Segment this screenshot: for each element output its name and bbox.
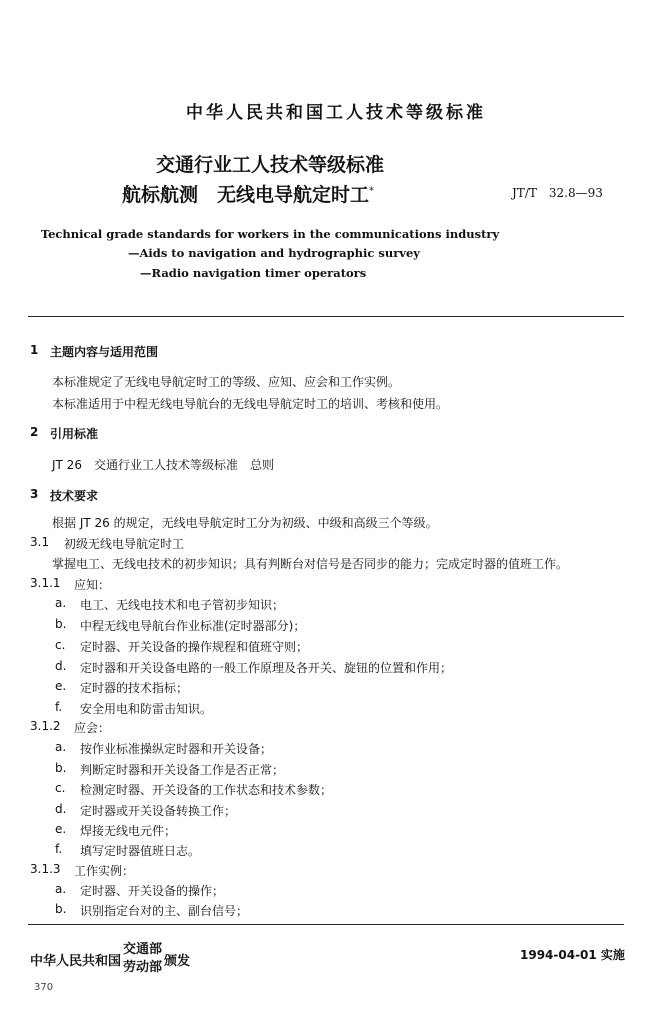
list-marker: c. xyxy=(55,638,66,652)
document-title-line1: 交通行业工人技术等级标准 xyxy=(155,154,384,176)
section-2-title: 引用标准 xyxy=(50,427,99,441)
section-2-reference: JT 26 交通行业工人技术等级标准 总则 xyxy=(52,458,274,472)
english-title-line2: —Aids to navigation and hydrographic survey xyxy=(128,246,420,260)
section-1-paragraph-2: 本标准适用于中程无线电导航台的无线电导航定时工的培训、考核和使用。 xyxy=(52,397,449,411)
section-3-1-1-number: 3.1.1 xyxy=(30,576,61,590)
section-1-paragraph-1: 本标准规定了无线电导航定时工的等级、应知、应会和工作实例。 xyxy=(52,375,401,389)
issuer-country: 中华人民共和国 xyxy=(30,953,122,969)
english-title-line1: Technical grade standards for workers in the communications industry xyxy=(40,227,500,241)
list-item: 电工、无线电技术和电子管初步知识； xyxy=(80,598,285,612)
list-marker: e. xyxy=(55,822,67,836)
section-3-number: 3 xyxy=(30,487,39,501)
issuer-ministries xyxy=(123,941,162,977)
section-3-paragraph: 根据 JT 26 的规定，无线电导航定时工分为初级、中级和高级三个等级。 xyxy=(52,516,438,530)
standard-code: JT/T 32.8—93 xyxy=(512,186,603,200)
list-marker: b. xyxy=(55,761,67,775)
section-1-title: 主题内容与适用范围 xyxy=(50,345,159,359)
header-divider xyxy=(28,316,624,317)
section-3-title: 技术要求 xyxy=(50,489,99,503)
list-item: 识别指定台对的主、副台信号； xyxy=(80,904,249,918)
list-item: 定时器或开关设备转换工作； xyxy=(80,804,237,818)
document-title-line2 xyxy=(122,180,374,207)
section-1-number: 1 xyxy=(30,343,39,357)
list-item: 安全用电和防雷击知识。 xyxy=(80,702,213,716)
list-marker: d. xyxy=(55,659,67,673)
issuer-ministry-transport: 交通部 xyxy=(123,942,163,957)
list-item: 定时器和开关设备电路的一般工作原理及各开关、旋钮的位置和作用； xyxy=(80,661,453,675)
list-marker: b. xyxy=(55,617,67,631)
standard-series-title: 中华人民共和国工人技术等级标准 xyxy=(186,103,486,123)
section-3-1-3-title: 工作实例： xyxy=(74,864,135,878)
list-item: 定时器的技术指标； xyxy=(80,681,189,695)
footer-divider xyxy=(28,924,624,925)
list-marker: d. xyxy=(55,802,67,816)
list-item: 定时器、开关设备的操作规程和值班守则； xyxy=(80,640,309,654)
list-item: 焊接无线电元件； xyxy=(80,824,177,838)
list-marker: a. xyxy=(55,740,67,754)
list-item: 定时器、开关设备的操作； xyxy=(80,884,225,898)
issuing-authority xyxy=(30,940,190,978)
list-item: 检测定时器、开关设备的工作状态和技术参数； xyxy=(80,783,333,797)
section-3-1-2-title: 应会： xyxy=(74,721,111,735)
section-3-1-number: 3.1 xyxy=(30,535,50,549)
list-marker: b. xyxy=(55,902,67,916)
section-2-number: 2 xyxy=(30,425,39,439)
issuer-ministry-labor: 劳动部 xyxy=(123,960,163,975)
list-marker: f. xyxy=(55,842,63,856)
english-title-line3: —Radio navigation timer operators xyxy=(140,266,367,280)
footnote-mark: * xyxy=(369,185,375,197)
section-3-1-paragraph: 掌握电工、无线电技术的初步知识；具有判断台对信号是否同步的能力；完成定时器的值班工作。 xyxy=(52,557,569,571)
page-number: 370 xyxy=(34,982,54,993)
list-item: 填写定时器值班日志。 xyxy=(80,844,201,858)
list-marker: f. xyxy=(55,700,63,714)
document-title-text: 航标航测 无线电导航定时工 xyxy=(122,184,370,206)
list-marker: a. xyxy=(55,596,67,610)
section-3-1-2-number: 3.1.2 xyxy=(30,719,61,733)
list-item: 中程无线电导航台作业标准(定时器部分)； xyxy=(80,619,306,633)
section-3-1-1-title: 应知： xyxy=(74,578,111,592)
section-3-1-title: 初级无线电导航定时工 xyxy=(64,537,185,551)
issuer-action: 颁发 xyxy=(164,953,191,969)
section-3-1-3-number: 3.1.3 xyxy=(30,862,61,876)
list-marker: c. xyxy=(55,781,66,795)
effective-date: 1994-04-01 实施 xyxy=(520,948,625,962)
list-item: 判断定时器和开关设备工作是否正常； xyxy=(80,763,285,777)
list-marker: a. xyxy=(55,882,67,896)
list-marker: e. xyxy=(55,679,67,693)
list-item: 按作业标准操纵定时器和开关设备； xyxy=(80,742,273,756)
